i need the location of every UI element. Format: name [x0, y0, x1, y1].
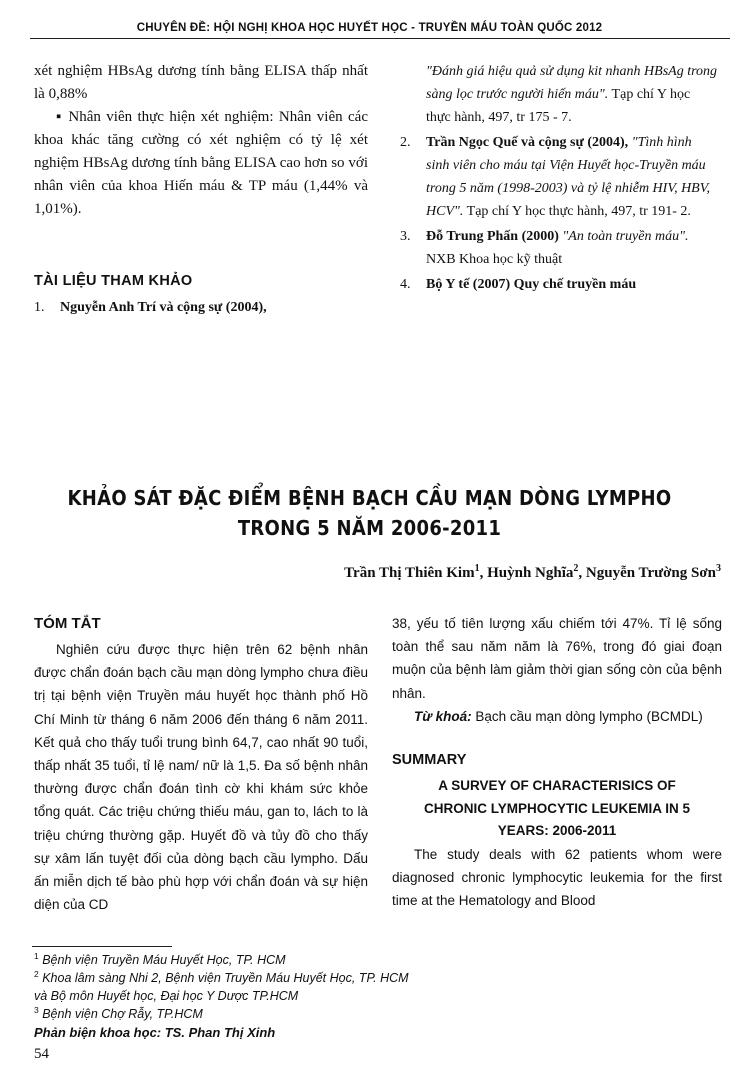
prev-paragraph-1: xét nghiệm HBsAg dương tính bằng ELISA thấp nhất là 0,88% — [34, 63, 368, 102]
header-rule — [30, 38, 730, 39]
summary-title: A SURVEY OF CHARACTERISICS OF CHRONIC LYMPHOCYTIC LEUKEMIA IN 5 YEARS: 2006-2011 — [423, 778, 691, 839]
abstract-text-left: Nghiên cứu được thực hiện trên 62 bệnh nhân được chẩn đoán bạch cầu mạn dòng lympho chưa điều trị tại bệnh viện Truyền máu huyết học thành phố Hồ Chí Minh từ tháng 6 năm 2006 đến tháng 6 năm 2011. Kết quả cho thấy tuổi trung bình 64,7, cao nhất 90 tuổi, thấp nhất 35 tuổi, tỉ lệ nam/ nữ là 1,5. Đa số bệnh nhân thường được chẩn đoán tình cờ khi khám sức khỏe tổng quát. Các triệu chứng thiếu máu, gan to, lách to là triệu chứng thường gặp. Huyết đồ và tủy đồ cho thấy sự xâm lấn tuyệt đối của dòng bạch cầu lympho. Dấu ấn miễn dịch tế bào phù hợp với chẩn đoán và sự hiện diện của CD — [34, 642, 368, 913]
author-2: Huỳnh Nghĩa — [487, 565, 574, 581]
references-left — [34, 296, 368, 321]
keywords-text: Bạch cầu mạn dòng lympho (BCMDL) — [471, 708, 703, 724]
summary-text: The study deals with 62 patients whom were diagnosed chronic lymphocytic leukemia for the first time at the Hematology and Blood — [392, 846, 722, 908]
footnote-3: $^3$ Bệnh viện Chợ Rẫy, TP.HCM — [34, 1005, 203, 1022]
article-title-line-2: TRONG 5 NĂM 2006-2011 — [237, 516, 502, 540]
keywords — [392, 705, 722, 728]
footnote-1: $^1$ Bệnh viện Truyền Máu Huyết Học, TP. HCM — [34, 951, 286, 968]
prev-paragraph-2: ▪ Nhân viên thực hiện xét nghiệm: Nhân viên các khoa khác tăng cường có xét nghiệm có tỷ lệ xét nghiệm HBsAg dương tính bằng ELISA cao hơn so với nhân viên của khoa Hiến máu & TP máu (1,44% và 1,01%). — [34, 109, 368, 217]
footnote-2-continued: và Bộ môn Huyết học, Đại học Y Dược TP.HCM — [34, 989, 299, 1004]
reviewer-name: TS. Phan Thị Xinh — [161, 1025, 276, 1040]
abstract-left-column — [34, 638, 368, 916]
reference-2: 2. Trần Ngọc Quế và cộng sự (2004), "Tình hình sinh viên cho máu tại Viện Huyết học-Truyền máu trong 5 năm (1998-2003) và tỷ lệ nhiễm HIV, HBV, HCV". Tạp chí Y học thực hành, 497, tr 191- 2. — [400, 135, 710, 219]
prev-article-left-column — [34, 60, 368, 221]
reviewer-label: Phản biện khoa học: — [34, 1025, 162, 1040]
reference-1-source: Tạp chí Y học thực hành, 497, tr 175 - 7. — [426, 87, 691, 125]
summary-heading: SUMMARY — [392, 752, 467, 769]
article-title — [0, 483, 739, 543]
running-header: CHUYÊN ĐỀ: HỘI NGHỊ KHOA HỌC HUYẾT HỌC - TRUYỀN MÁU TOÀN QUỐC 2012 — [136, 22, 603, 34]
page-number: 54 — [34, 1046, 49, 1062]
footnote-rule — [32, 946, 172, 947]
reference-1-start: 1. Nguyễn Anh Trí và cộng sự (2004), — [34, 300, 267, 315]
reference-1-title: "Đánh giá hiệu quả sử dụng kit nhanh HBsAg trong sàng lọc trước người hiến máu". — [426, 64, 718, 102]
abstract-right-column — [392, 612, 722, 912]
abstract-text-right: 38, yếu tố tiên lượng xấu chiếm tới 47%. Tỉ lệ sống toàn thể sau năm năm là 76%, trong đó giai đoạn muộn của bệnh làm giảm thời gian sống còn của bệnh nhân. — [392, 616, 722, 701]
author-list: Trần Thị Thiên Kim$^1$, Huỳnh Nghĩa$^2$, Nguyễn Trường Sơn$^3$ — [344, 563, 721, 581]
reference-1-authors: Nguyễn Anh Trí và cộng sự (2004), — [60, 300, 267, 315]
reviewer — [34, 1025, 275, 1040]
reference-3: 3. Đỗ Trung Phấn (2000) "An toàn truyền máu". NXB Khoa học kỹ thuật — [400, 229, 689, 267]
footnote-2: $^2$ Khoa lâm sàng Nhi 2, Bệnh viện Truyền Máu Huyết Học, TP. HCM — [34, 969, 409, 986]
keywords-label: Từ khoá: — [414, 708, 472, 724]
references-heading: TÀI LIỆU THAM KHẢO — [34, 273, 193, 289]
article-title-line-1: KHẢO SÁT ĐẶC ĐIỂM BỆNH BẠCH CẦU MẠN DÒNG LYMPHO — [67, 486, 672, 510]
abstract-heading: TÓM TẮT — [34, 615, 101, 632]
author-3: Nguyễn Trường Sơn — [585, 565, 716, 581]
reference-1-continued — [400, 60, 718, 129]
references-right-column — [400, 60, 718, 298]
reference-4: 4. Bộ Y tế (2007) Quy chế truyền máu — [400, 277, 637, 292]
author-1: Trần Thị Thiên Kim — [344, 565, 475, 581]
